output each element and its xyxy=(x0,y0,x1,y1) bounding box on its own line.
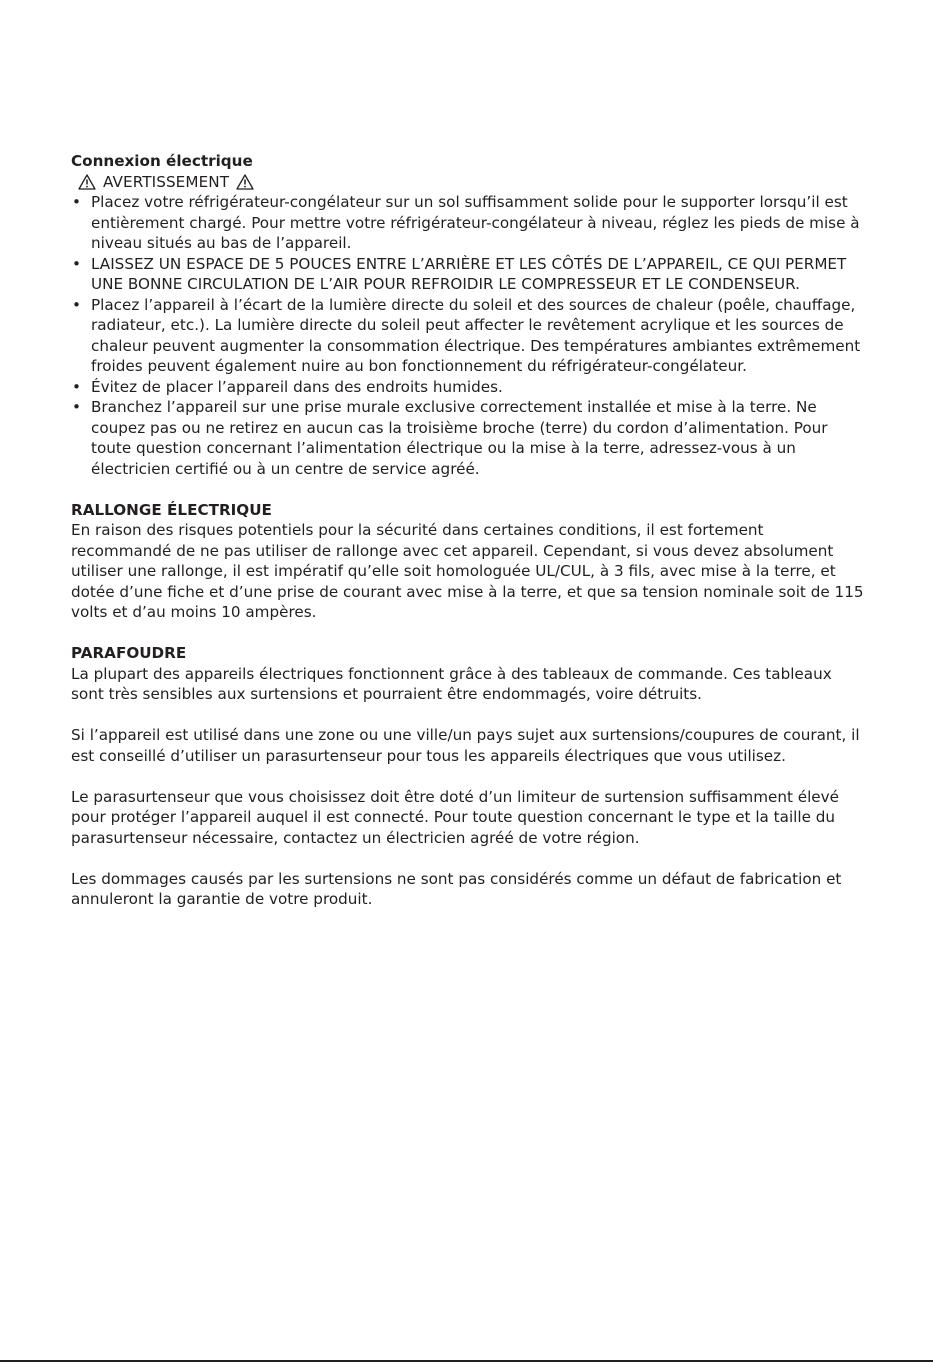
warning-banner xyxy=(71,172,866,193)
warning-triangle-icon xyxy=(78,174,96,190)
list-item-text: Branchez l’appareil sur une prise murale exclusive correctement installée et mise à la terre. Ne coupez pas ou ne retirez en aucun cas la troisième broche (terre) du cordon d’alimentation. Pour toute question concernant l’alimentation électrique ou la mise à la terre, adressez-vous à un électricien certifié ou à un centre de service agréé. xyxy=(91,398,828,478)
bullet-marker: • xyxy=(72,377,81,396)
connexion-bullet-list xyxy=(71,192,866,479)
list-item xyxy=(71,254,866,295)
spacer xyxy=(71,623,866,644)
spacer xyxy=(71,766,866,787)
parafoudre-paragraph-3: Le parasurtenseur que vous choisissez doit être doté d’un limiteur de surtension suffisamment élevé pour protéger l’appareil auquel il est connecté. Pour toute question concernant le type et la taille du parasurtenseur nécessaire, contactez un électricien agréé de votre région. xyxy=(71,787,839,847)
bullet-marker: • xyxy=(72,254,81,273)
section-heading-connexion: Connexion électrique xyxy=(71,152,253,170)
bullet-marker: • xyxy=(72,295,81,314)
spacer xyxy=(71,848,866,869)
list-item xyxy=(71,192,866,254)
list-item-text: Placez l’appareil à l’écart de la lumière directe du soleil et des sources de chaleur (poêle, chauffage, radiateur, etc.). La lumière directe du soleil peut affecter le revêtement acrylique et les sources de chaleur peuvent augmenter la consommation électrique. Des températures ambiantes extrêmement froides peuvent également nuire au bon fonctionnement du réfrigérateur-congélateur. xyxy=(91,295,861,375)
list-item xyxy=(71,397,866,479)
list-item xyxy=(71,377,866,398)
warning-label: AVERTISSEMENT xyxy=(103,172,230,191)
parafoudre-paragraph-4: Les dommages causés par les surtensions ne sont pas considérés comme un défaut de fabrication et annuleront la garantie de votre produit. xyxy=(71,869,842,908)
bullet-marker: • xyxy=(72,193,81,211)
parafoudre-paragraph-2: Si l’appareil est utilisé dans une zone ou une ville/un pays sujet aux surtensions/coupures de courant, il est conseillé d’utiliser un parasurtenseur pour tous les appareils électriques que vous utilisez. xyxy=(71,726,860,765)
list-item xyxy=(71,295,866,377)
rallonge-paragraph: En raison des risques potentiels pour la sécurité dans certaines conditions, il est fortement recommandé de ne pas utiliser de rallonge avec cet appareil. Cependant, si vous devez absolument utiliser une rallonge, il est impératif qu’elle soit homologuée UL/CUL, à 3 fils, avec mise à la terre, et dotée d’une fiche et d’une prise de courant avec mise à la terre, et que sa tension nominale soit de 115 volts et d’au moins 10 ampères. xyxy=(71,521,864,621)
list-item-text: LAISSEZ UN ESPACE DE 5 POUCES ENTRE L’ARRIÈRE ET LES CÔTÉS DE L’APPAREIL, CE QUI PERMET UNE BONNE CIRCULATION DE L’AIR POUR REFROIDIR LE COMPRESSEUR ET LE CONDENSEUR. xyxy=(91,254,847,293)
section-heading-rallonge: RALLONGE ÉLECTRIQUE xyxy=(71,500,272,519)
spacer xyxy=(71,705,866,726)
spacer xyxy=(71,479,866,500)
warning-triangle-icon xyxy=(236,174,254,190)
document-page xyxy=(71,151,866,910)
section-heading-parafoudre: PARAFOUDRE xyxy=(71,644,187,662)
parafoudre-paragraph-1: La plupart des appareils électriques fonctionnent grâce à des tableaux de commande. Ces tableaux sont très sensibles aux surtensions et pourraient être endommagés, voire détruits. xyxy=(71,664,832,703)
list-item-text: Évitez de placer l’appareil dans des endroits humides. xyxy=(91,377,503,396)
bullet-marker: • xyxy=(72,398,81,416)
list-item-text: Placez votre réfrigérateur-congélateur sur un sol suffisamment solide pour le supporter lorsqu’il est entièrement chargé. Pour mettre votre réfrigérateur-congélateur à niveau, réglez les pieds de mise à niveau situés au bas de l’appareil. xyxy=(91,193,860,252)
